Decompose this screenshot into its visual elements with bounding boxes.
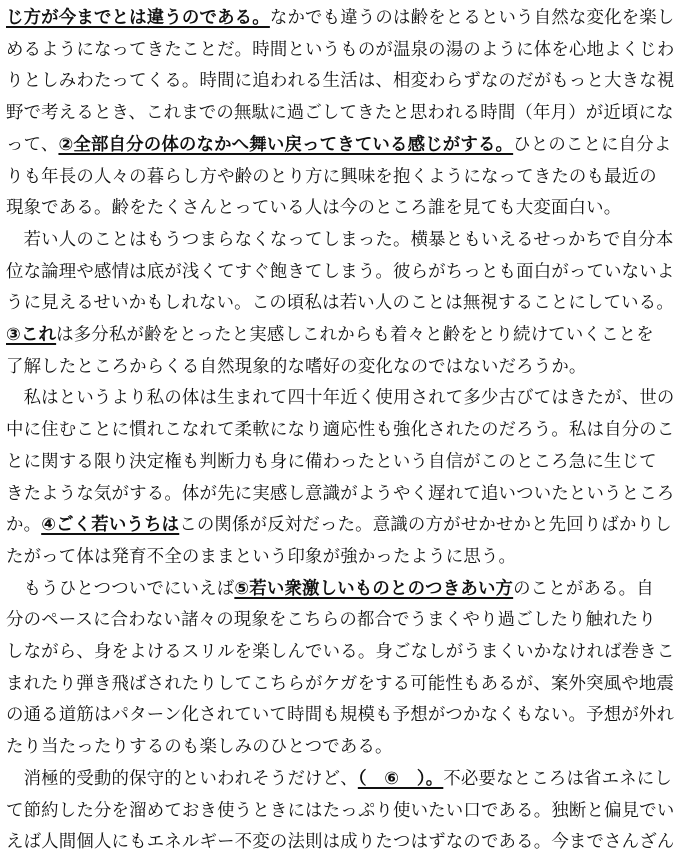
text-segment: もうひとつついでにいえば xyxy=(6,578,235,599)
text-line xyxy=(6,542,624,572)
text-line xyxy=(6,66,674,96)
text-segment: きたような気がする。体が先に実感し意識がようやく遅れて追いついたというところ xyxy=(6,483,674,504)
text-line xyxy=(6,415,674,445)
text-segment: のことがある。自 xyxy=(513,578,654,599)
text-line xyxy=(6,637,674,667)
text-segment: とに関する限り決定権も判断力も身に備わったという自信がこのところ急に生じて xyxy=(6,451,657,472)
text-line xyxy=(6,447,657,477)
text-segment: なかでも違うのは齢をとるという自然な変化を楽し xyxy=(269,8,674,28)
text-segment: 中に住むことに慣れこなれて柔軟になり適応性も強化されたのだろう。私は自分のこ xyxy=(6,420,674,441)
text-segment: 私はというより私の体は生まれて四十年近く使用されて多少古びてはきたが、世の xyxy=(6,388,674,409)
text-segment: 現象である。齢をたくさんとっている人は今のところ誰を見ても大変面白い。 xyxy=(6,198,622,219)
underlined-phrase: じ方が今までとは違うのである。 xyxy=(6,8,270,28)
text-line xyxy=(6,162,657,192)
text-line xyxy=(6,320,654,350)
text-line xyxy=(6,193,624,223)
text-segment: 消極的受動的保守的といわれそうだけど、 xyxy=(6,768,358,789)
text-line xyxy=(6,257,674,287)
text-segment: は多分私が齢をとったと実感しこれからも着々と齢をとり続けていくことを xyxy=(56,325,654,345)
text-segment: めるようになってきたことだ。時間というものが温泉の湯のように体を心地よくじわ xyxy=(6,39,674,60)
text-segment: まれたり弾き飛ばされたりしてこちらがケガをする可能性もあるが、案外突風や地震 xyxy=(6,673,674,694)
text-segment: うに見えるせいかもしれない。この頃私は若い人のことは無視することにしている。 xyxy=(6,293,674,314)
text-segment: りとしみわたってくる。時間に追われる生活は、相変わらずなのだがもっと大きな視 xyxy=(6,71,674,92)
text-segment: 野で考えるとき、これまでの無駄に過ごしてきたと思われる時間（年月）が近頃にな xyxy=(6,103,674,124)
text-line xyxy=(6,225,674,255)
text-line xyxy=(6,605,656,635)
text-segment: たり当たったりするのも楽しみのひとつである。 xyxy=(6,737,393,758)
text-segment: か。 xyxy=(6,515,42,536)
text-segment: 位な論理や感情は底が浅くてすぐ飽きてしまう。彼らがちっとも面白がっていないよ xyxy=(6,261,674,282)
text-line xyxy=(6,764,672,794)
text-line xyxy=(6,288,674,318)
text-segment: 不必要なところは省エネにし xyxy=(443,768,672,789)
text-segment: たがって体は発育不全のままという印象が強かったように思う。 xyxy=(6,546,517,567)
text-segment: この関係が反対だった。意識の方がせかせかと先回りばかりし xyxy=(179,515,672,536)
text-line xyxy=(6,796,674,826)
text-line xyxy=(6,700,674,730)
text-segment: 了解したところからくる自然現象的な嗜好の変化なのではないだろうか。 xyxy=(6,356,587,377)
text-line xyxy=(6,130,672,160)
text-line xyxy=(6,35,674,65)
text-segment: 分のペースに合わない諸々の現象をこちらの都合でうまくやり過ごしたり触れたり xyxy=(6,610,656,631)
text-line xyxy=(6,732,624,762)
text-segment: て節約した分を溜めておき使うときにはたっぷり使いたい口である。独断と偏見でい xyxy=(6,800,674,821)
underlined-phrase: ②全部自分の体のなかへ舞い戻ってきている感じがする。 xyxy=(58,134,514,155)
underlined-phrase: （ ⑥ ）。 xyxy=(357,768,444,789)
underlined-phrase: ④ごく若いうちは xyxy=(41,515,180,536)
text-segment: の通る道筋はパターン化されていて時間も規模も予想がつかなくもない。予想が外れ xyxy=(6,705,674,726)
text-line xyxy=(6,669,674,699)
text-line xyxy=(6,352,624,382)
text-line xyxy=(6,383,674,413)
underlined-phrase: ⑤若い衆激しいものとのつきあい方 xyxy=(234,578,514,599)
text-line xyxy=(6,98,674,128)
text-line xyxy=(6,3,674,33)
text-segment: しながら、身をよけるスリルを楽しんでいる。身ごなしがうまくいかなければ巻きこ xyxy=(6,642,674,662)
text-segment: って、 xyxy=(6,134,59,155)
text-segment: りも年長の人々の暮らし方や齢のとり方に興味を抱くようになってきたのも最近の xyxy=(6,166,657,187)
text-segment: 若い人のことはもうつまらなくなってしまった。横暴ともいえるせっかちで自分本 xyxy=(6,229,674,250)
text-line xyxy=(6,510,672,540)
text-line xyxy=(6,574,654,604)
text-line xyxy=(6,827,674,857)
text-segment: ひとのことに自分よ xyxy=(513,134,672,155)
text-line xyxy=(6,479,674,509)
underlined-phrase: ③これ xyxy=(6,325,57,345)
text-segment: えば人間個人にもエネルギー不変の法則は成りたつはずなのである。今までさんざん xyxy=(6,832,674,853)
